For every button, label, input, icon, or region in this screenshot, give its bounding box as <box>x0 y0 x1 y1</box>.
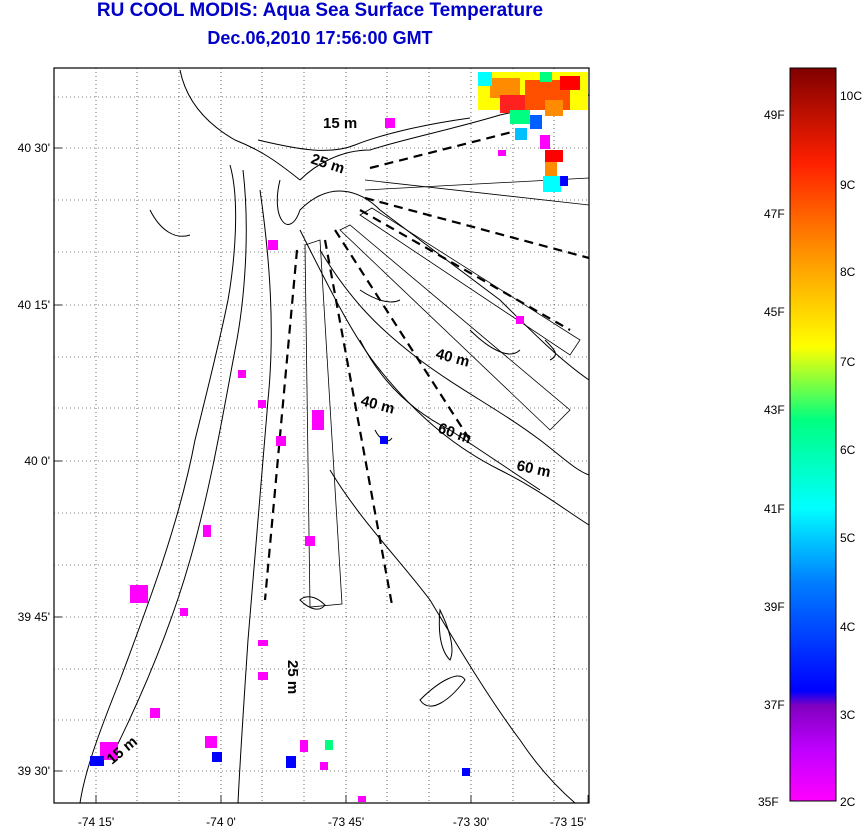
lon-tick-label: -73 15' <box>549 815 587 829</box>
lon-tick-label: -73 30' <box>452 815 490 829</box>
depth-label-25m-south: 25 m <box>284 660 301 695</box>
colorbar-f-label: 43F <box>764 403 785 417</box>
colorbar-c-label: 10C <box>840 89 863 103</box>
colorbar-c-label: 7C <box>840 355 856 369</box>
colorbar-c-label: 5C <box>840 531 856 545</box>
depth-label-40m-east: 40 m <box>433 345 472 371</box>
colorbar-c-label: 4C <box>840 620 856 634</box>
colorbar-f-label: 39F <box>764 600 785 614</box>
map-subtitle: Dec.06,2010 17:56:00 GMT <box>207 28 433 48</box>
lat-tick-label: 39 45' <box>17 610 50 624</box>
colorbar-f-label: 35F <box>758 795 779 809</box>
lat-tick-label: 40 15' <box>17 298 50 312</box>
colorbar-c-label: 8C <box>840 265 856 279</box>
lat-tick-label: 40 0' <box>24 454 50 468</box>
colorbar-f-label: 49F <box>764 108 785 122</box>
colorbar-c-label: 6C <box>840 443 856 457</box>
colorbar-f-label: 45F <box>764 305 785 319</box>
colorbar-c-label: 9C <box>840 178 856 192</box>
lon-tick-label: -73 45' <box>327 815 365 829</box>
depth-label-25m-north: 25 m <box>308 150 347 178</box>
colorbar-f-label: 37F <box>764 698 785 712</box>
colorbar-f-label: 41F <box>764 502 785 516</box>
depth-label-40m-south: 40 m <box>358 392 397 418</box>
depth-label-15m-south: 15 m <box>103 733 141 769</box>
depth-label-15m-north: 15 m <box>323 115 358 132</box>
colorbar-c-label: 2C <box>840 795 856 809</box>
lat-tick-label: 40 30' <box>17 141 50 155</box>
colorbar-f-label: 47F <box>764 207 785 221</box>
temperature-colorbar <box>790 68 836 801</box>
depth-label-60m-east: 60 m <box>515 457 553 482</box>
depth-label-60m-mid: 60 m <box>435 419 474 448</box>
lat-tick-label: 39 30' <box>17 764 50 778</box>
lon-tick-label: -74 15' <box>77 815 115 829</box>
map-frame <box>54 68 589 803</box>
lon-tick-label: -74 0' <box>206 815 236 829</box>
colorbar-c-label: 3C <box>840 708 856 722</box>
map-title: RU COOL MODIS: Aqua Sea Surface Temperature <box>96 0 544 21</box>
